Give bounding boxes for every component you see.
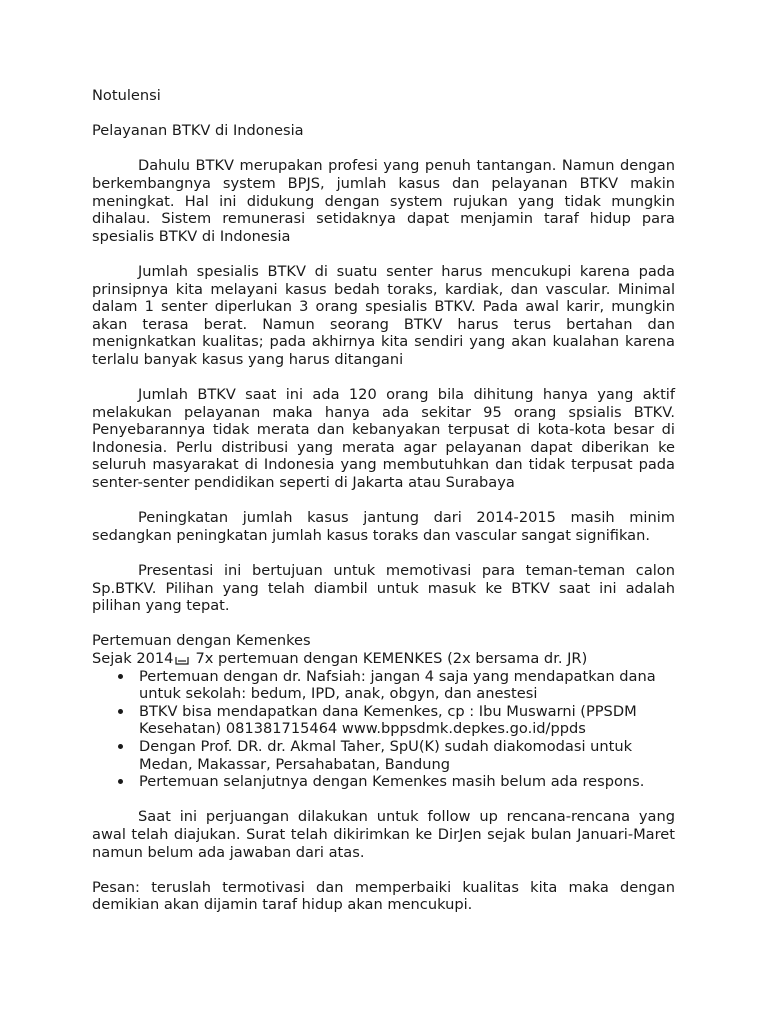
paragraph-5: Presentasi ini bertujuan untuk memotivasi para teman-teman calon Sp.BTKV. Pilihan yang telah diambil untuk masuk ke BTKV saat ini adalah pilihan yang tepat.	[92, 562, 675, 615]
paragraph-2: Jumlah spesialis BTKV di suatu senter harus mencukupi karena pada prinsipnya kita melayani kasus bedah toraks, kardiak, dan vascular. Minimal dalam 1 senter diperlukan 3 orang spesialis BTKV. Pada awal karir, mungkin akan terasa berat. Namun seorang BTKV harus terus bertahan dan menignkatkan kualitas; pada akhirnya kita sendiri yang akan kualahan karena terlalu banyak kasus yang harus ditangani	[92, 262, 675, 368]
bullet-icon	[115, 703, 125, 721]
list-item-text: Dengan Prof. DR. dr. Akmal Taher, SpU(K) sudah diakomodasi untuk Medan, Makassar, Persahabatan, Bandung	[139, 737, 633, 773]
document-title: Notulensi	[92, 87, 161, 104]
bullet-icon	[115, 773, 125, 791]
list-item	[139, 668, 675, 703]
meeting-since-line	[92, 650, 675, 668]
list-item-text: Pertemuan selanjutnya dengan Kemenkes masih belum ada respons.	[139, 773, 645, 791]
list-item	[139, 773, 675, 791]
list-item-text: Pertemuan dengan dr. Nafsiah: jangan 4 saja yang mendapatkan dana untuk sekolah: bedum, IPD, anak, obgyn, dan anestesi	[139, 667, 656, 703]
followup-paragraph: Saat ini perjuangan dilakukan untuk follow up rencana-rencana yang awal telah diajukan. Surat telah dikirimkan ke DirJen sejak bulan Januari-Maret namun belum ada jawaban dari atas.	[92, 808, 675, 861]
list-item-text: BTKV bisa mendapatkan dana Kemenkes, cp : Ibu Muswarni (PPSDM Kesehatan) 081381715464 www.bppsdmk.depkes.go.id/ppds	[139, 702, 637, 738]
document-subtitle: Pelayanan BTKV di Indonesia	[92, 122, 304, 140]
paragraph-4: Peningkatan jumlah kasus jantung dari 2014-2015 masih minim sedangkan peningkatan jumlah kasus toraks dan vascular sangat signifikan.	[92, 509, 675, 544]
paragraph-1: Dahulu BTKV merupakan profesi yang penuh tantangan. Namun dengan berkembangnya system BPJS, jumlah kasus dan pelayanan BTKV makin meningkat. Hal ini didukung dengan system rujukan yang tidak mungkin dihalau. Sistem remunerasi setidaknya dapat menjamin taraf hidup para spesialis BTKV di Indonesia	[92, 157, 675, 245]
arrow-icon	[175, 653, 189, 663]
bullet-icon	[115, 738, 125, 756]
list-item	[139, 738, 675, 773]
meeting-heading: Pertemuan dengan Kemenkes	[92, 632, 311, 650]
bullet-icon	[115, 668, 125, 686]
meeting-bullet-list	[92, 668, 675, 791]
meeting-since-prefix: Sejak 2014	[92, 650, 174, 667]
paragraph-3: Jumlah BTKV saat ini ada 120 orang bila dihitung hanya yang aktif melakukan pelayanan maka hanya ada sekitar 95 orang spsialis BTKV. Penyebarannya tidak merata dan kebanyakan terpusat di kota-kota besar di Indonesia. Perlu distribusi yang merata agar pelayanan dapat diberikan ke seluruh masyarakat di Indonesia yang membutuhkan dan tidak terpusat pada senter-senter pendidikan seperti di Jakarta atau Surabaya	[92, 386, 675, 492]
list-item	[139, 703, 675, 738]
meeting-since-text: 7x pertemuan dengan KEMENKES (2x bersama dr. JR)	[195, 650, 588, 667]
document-body	[92, 87, 675, 914]
message-paragraph: Pesan: teruslah termotivasi dan memperbaiki kualitas kita maka dengan demikian akan dijamin taraf hidup akan mencukupi.	[92, 878, 675, 914]
